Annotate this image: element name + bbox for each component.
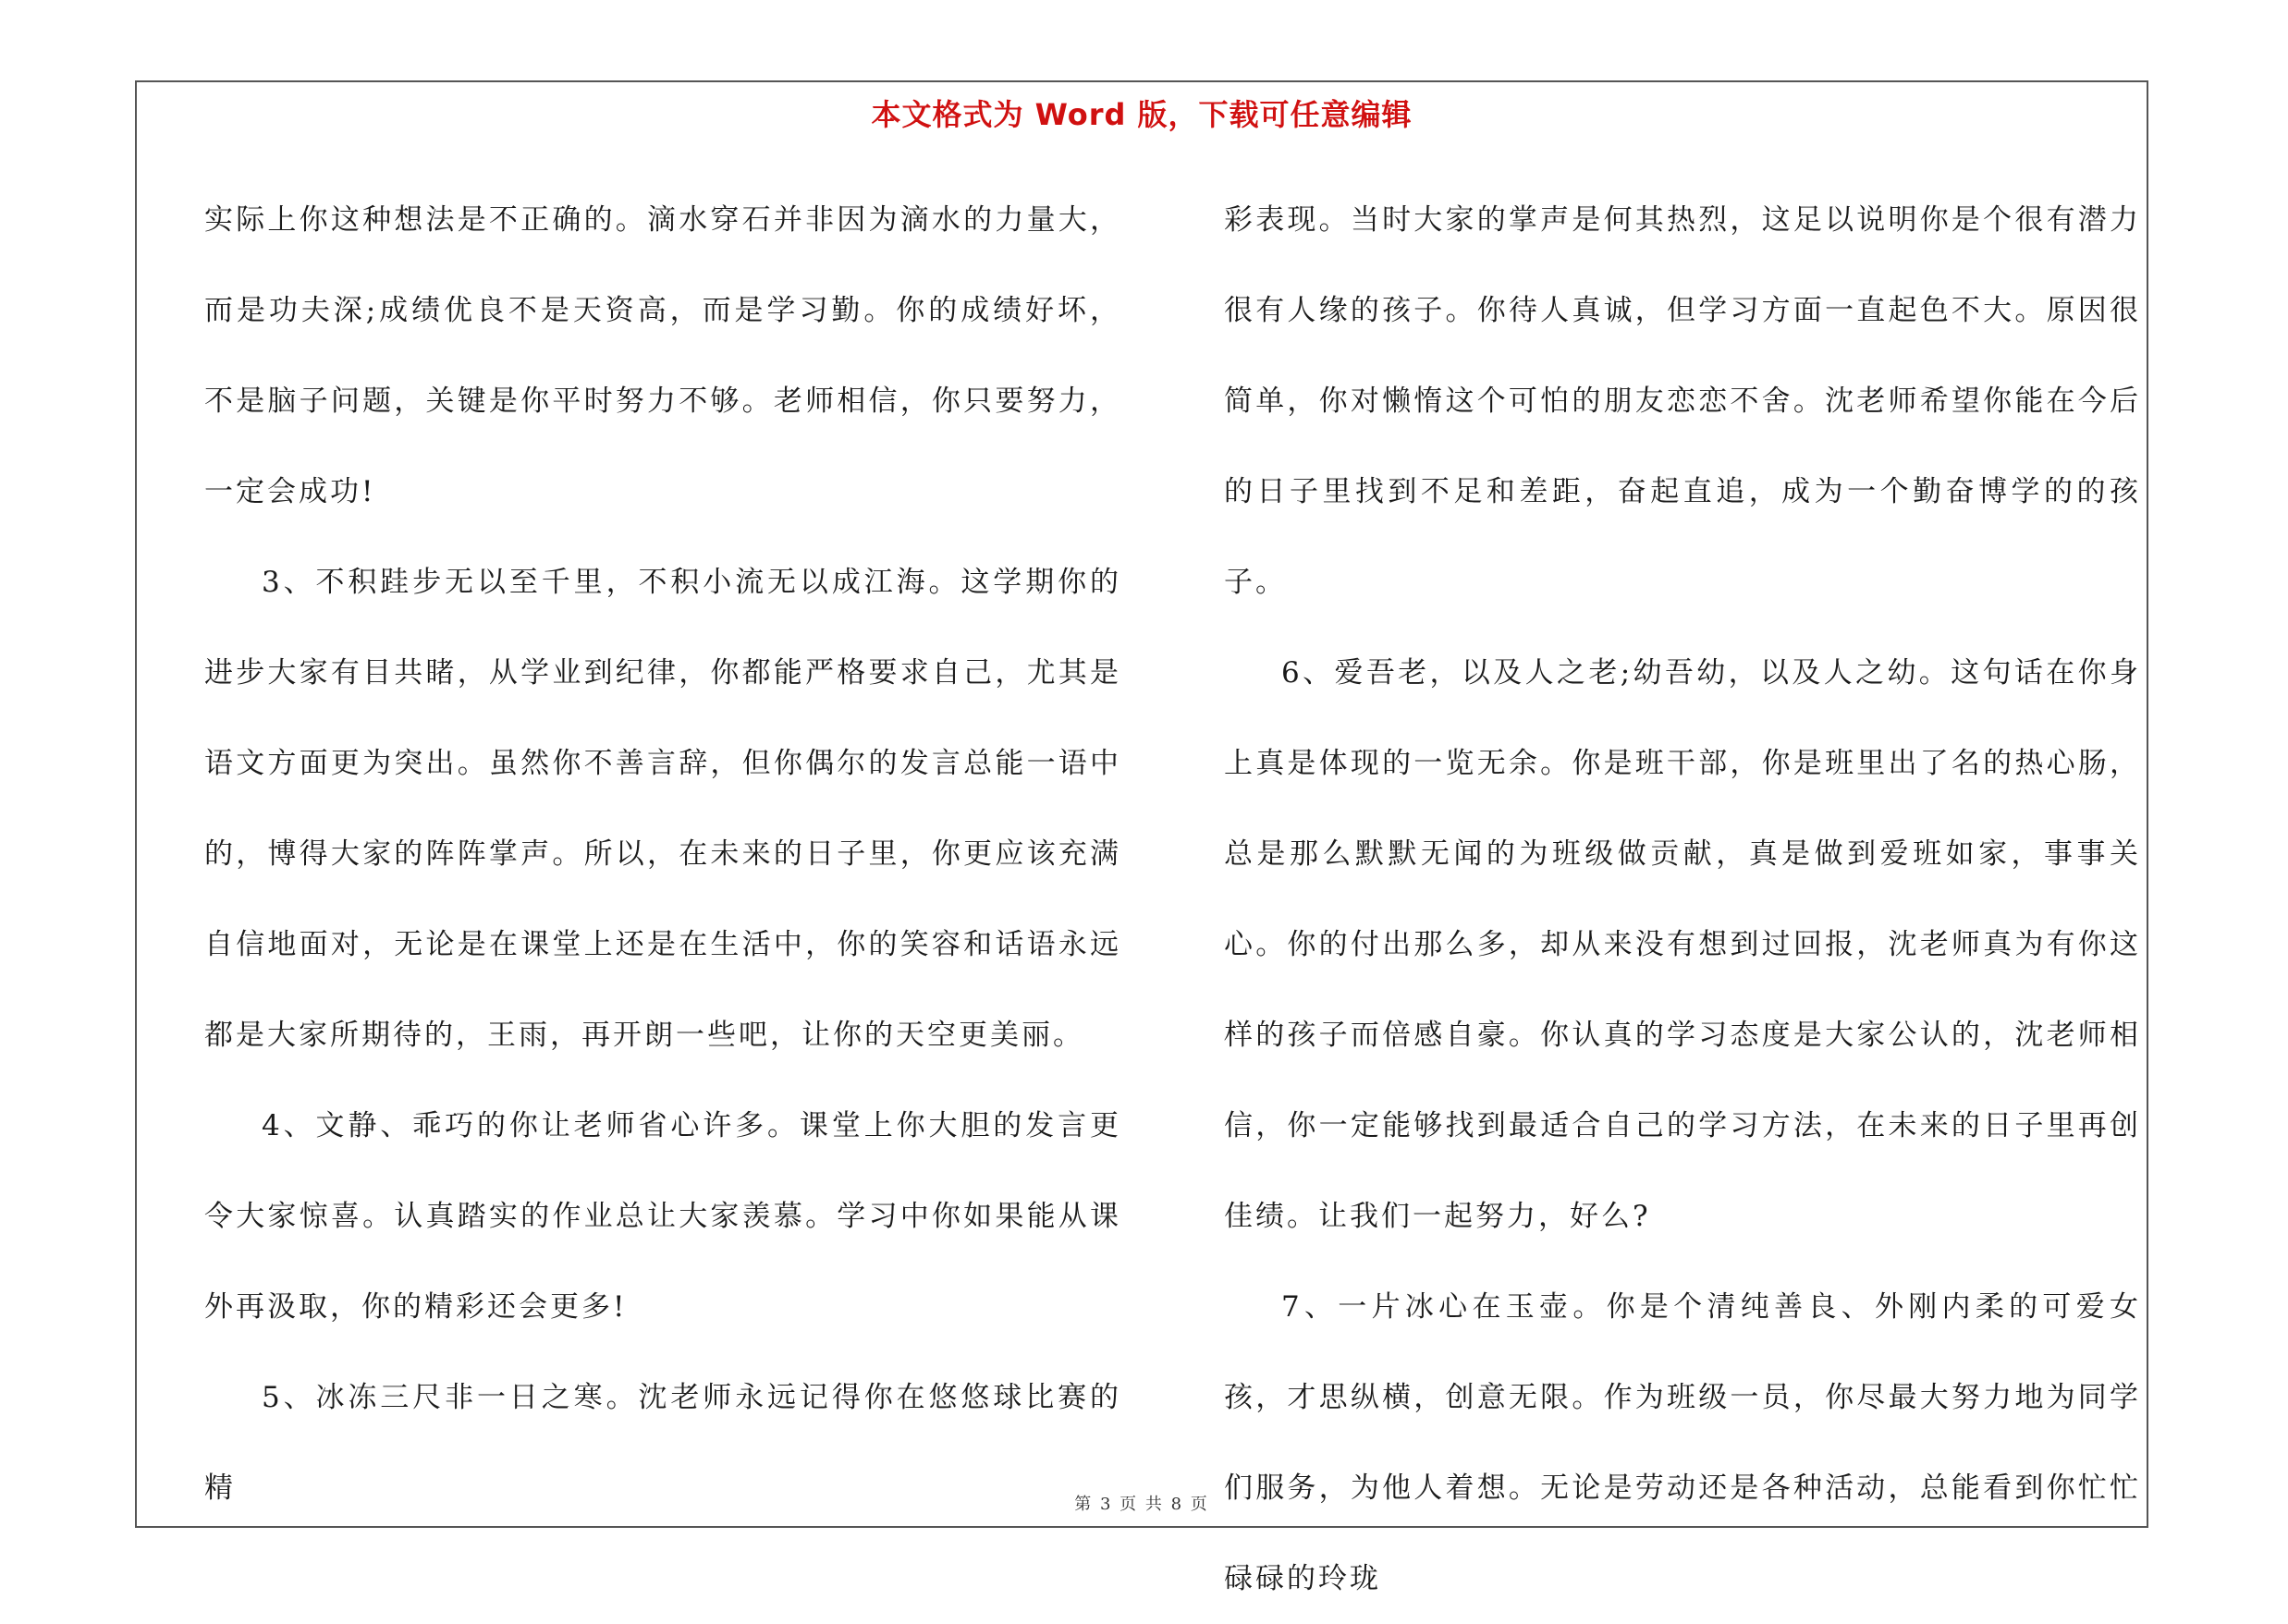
paragraph: 7、一片冰心在玉壶。你是个清纯善良、外刚内柔的可爱女孩，才思纵横，创意无限。作为班级一员，你尽最大努力地为同学们服务，为他人着想。无论是劳动还是各种活动，总能看到你忙忙碌碌的玲珑 [1224, 1290, 2141, 1595]
paragraph: 3、不积跬步无以至千里，不积小流无以成江海。这学期你的进步大家有目共睹，从学业到纪律，你都能严格要求自己，尤其是语文方面更为突出。虽然你不善言辞，但你偶尔的发言总能一语中的，博得大家的阵阵掌声。所以，在未来的日子里，你更应该充满自信地面对，无论是在课堂上还是在生活中，你的笑容和话语永远都是大家所期待的，王雨，再开朗一些吧，让你的天空更美丽。 [204, 566, 1121, 1052]
paragraph: 6、爱吾老，以及人之老;幼吾幼，以及人之幼。这句话在你身上真是体现的一览无余。你是班干部，你是班里出了名的热心肠，总是那么默默无闻的为班级做贡献，真是做到爱班如家，事事关心。你的付出那么多，却从来没有想到过回报，沈老师真为有你这样的孩子而倍感自豪。你认真的学习态度是大家公认的，沈老师相信，你一定能够找到最适合自己的学习方法，在未来的日子里再创佳绩。让我们一起努力，好么? [1224, 656, 2141, 1233]
header-banner: 本文格式为 Word 版，下载可任意编辑 [871, 97, 1413, 132]
paragraph: 彩表现。当时大家的掌声是何其热烈，这足以说明你是个很有潜力很有人缘的孩子。你待人真诚，但学习方面一直起色不大。原因很简单，你对懒惰这个可怕的朋友恋恋不舍。沈老师希望你能在今后的日子里找到不足和差距，奋起直追，成为一个勤奋博学的的孩子。 [1224, 203, 2141, 599]
page-frame [135, 80, 2148, 1595]
paragraph: 实际上你这种想法是不正确的。滴水穿石并非因为滴水的力量大，而是功夫深;成绩优良不是天资高，而是学习勤。你的成绩好坏，不是脑子问题，关键是你平时努力不够。老师相信，你只要努力，一定会成功! [204, 203, 1121, 508]
right-column [1224, 175, 2141, 1624]
left-column [204, 175, 1121, 1533]
paragraph: 5、冰冻三尺非一日之寒。沈老师永远记得你在悠悠球比赛的精 [204, 1381, 1121, 1505]
page-number: 第 3 页 共 8 页 [1074, 1495, 1209, 1514]
paragraph: 4、文静、乖巧的你让老师省心许多。课堂上你大胆的发言更令大家惊喜。认真踏实的作业总让大家羡慕。学习中你如果能从课外再汲取，你的精彩还会更多! [204, 1109, 1121, 1324]
